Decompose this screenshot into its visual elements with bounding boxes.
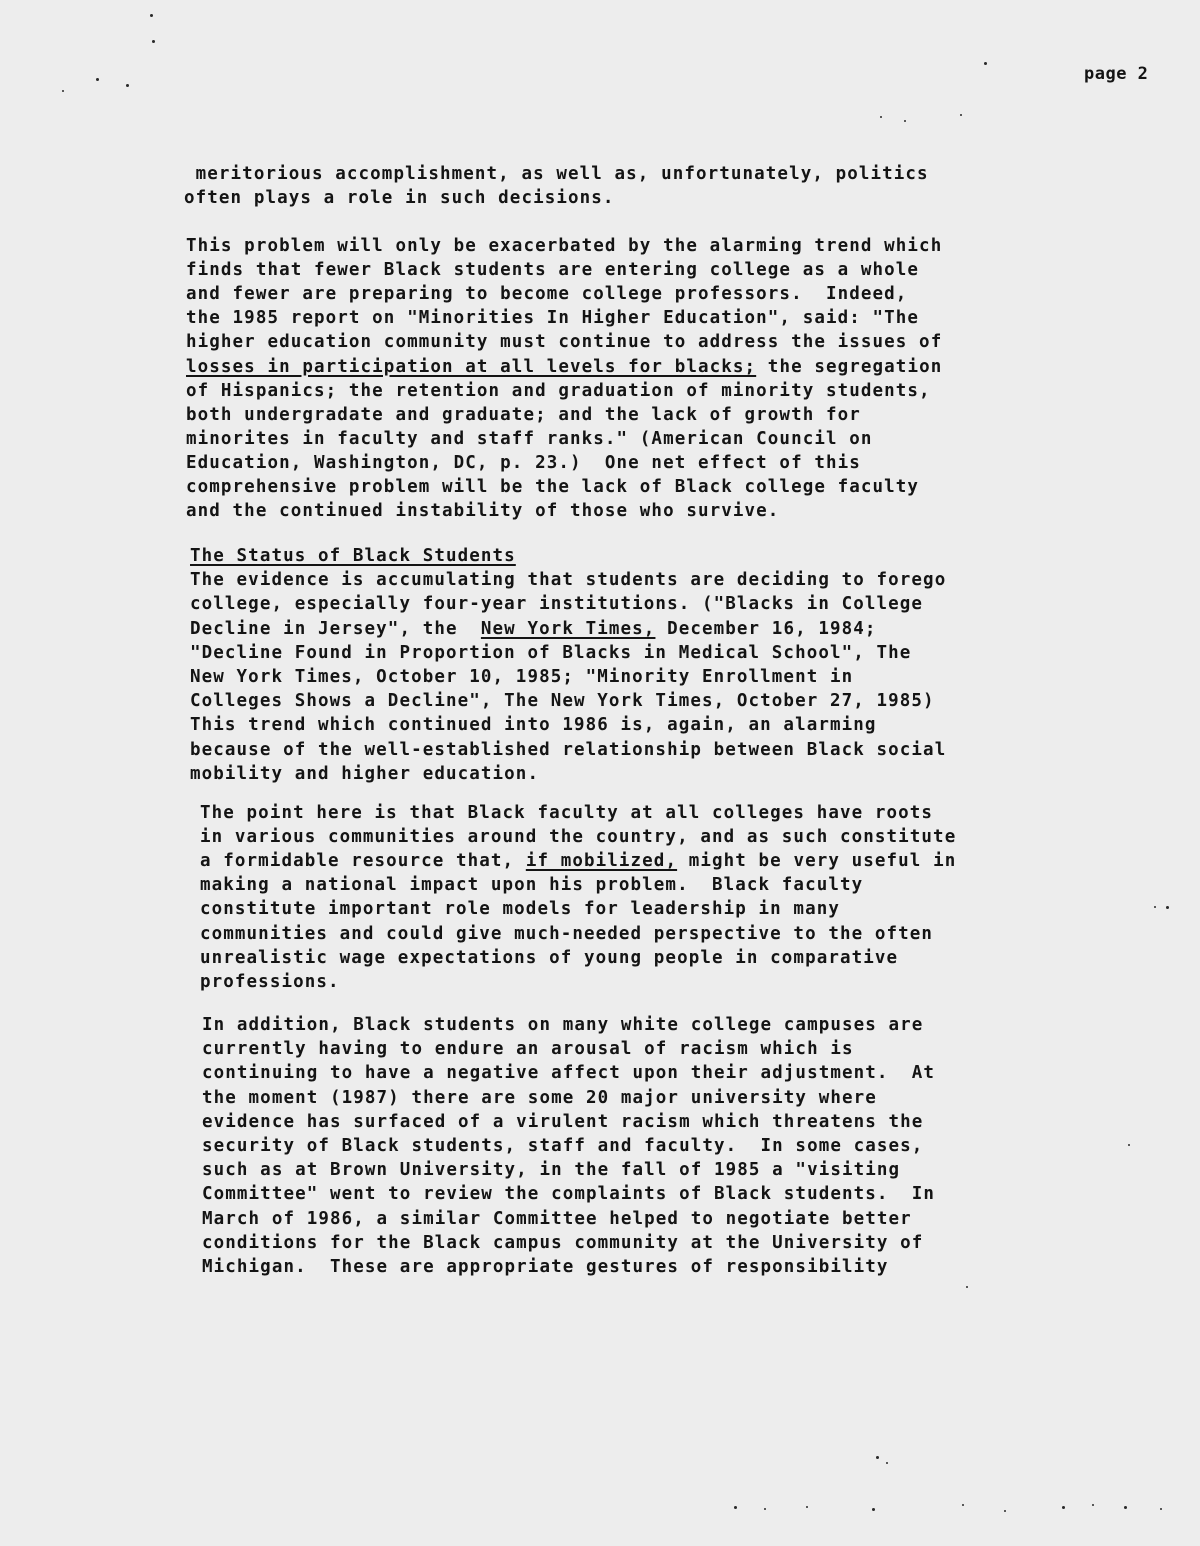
- text-line: [200, 849, 956, 873]
- line-text: mobility and higher education.: [190, 764, 540, 784]
- text-line: [184, 162, 929, 186]
- line-text: a formidable resource that,: [200, 851, 526, 871]
- text-line: [186, 355, 942, 379]
- line-text: in various communities around the country, and as such constitute: [200, 827, 957, 847]
- line-text: making a national impact upon his problem. Black faculty: [200, 875, 864, 895]
- line-text: "Decline Found in Proportion of Blacks in Medical School", The: [190, 643, 912, 663]
- text-line: [190, 665, 853, 689]
- underlined-text: losses in participation at all levels for blacks;: [186, 357, 757, 377]
- line-text: Committee" went to review the complaints of Black students. In: [202, 1184, 936, 1204]
- scan-speck: [966, 1286, 968, 1288]
- text-line: [200, 946, 898, 970]
- scan-speck: [126, 84, 129, 87]
- line-text: unrealistic wage expectations of young people in comparative: [200, 948, 899, 968]
- scan-speck: [1004, 1510, 1006, 1512]
- underlined-text: The Status of Black Students: [190, 546, 516, 566]
- text-line: [202, 1110, 923, 1134]
- text-line: [190, 568, 946, 592]
- scan-speck: [152, 40, 155, 43]
- scan-speck: [1092, 1504, 1094, 1506]
- text-line: [190, 592, 923, 616]
- scan-speck: [880, 116, 882, 118]
- page-number: page 2: [1084, 64, 1149, 84]
- text-line: [186, 258, 919, 282]
- scan-speck: [984, 62, 987, 65]
- line-text: comprehensive problem will be the lack of Black college faculty: [186, 477, 920, 497]
- scan-speck: [1166, 906, 1169, 909]
- text-line: [202, 1134, 923, 1158]
- scan-speck: [96, 78, 99, 81]
- line-text: finds that fewer Black students are entering college as a whole: [186, 260, 920, 280]
- line-text: The evidence is accumulating that students are deciding to forego: [190, 570, 947, 590]
- line-text: minorites in faculty and staff ranks." (American Council on: [186, 429, 873, 449]
- scan-speck: [1124, 1506, 1127, 1509]
- line-text: This trend which continued into 1986 is, again, an alarming: [190, 715, 877, 735]
- scan-speck: [872, 1508, 875, 1511]
- text-line: [190, 617, 877, 641]
- line-text: security of Black students, staff and faculty. In some cases,: [202, 1136, 924, 1156]
- line-text: and fewer are preparing to become college professors. Indeed,: [186, 284, 908, 304]
- text-line: [200, 801, 933, 825]
- text-line: [190, 641, 911, 665]
- text-line: [186, 475, 919, 499]
- line-text: the 1985 report on "Minorities In Higher Education", said: "The: [186, 308, 920, 328]
- text-line: [202, 1255, 889, 1279]
- line-text: New York Times, October 10, 1985; "Minority Enrollment in: [190, 667, 854, 687]
- text-line: [186, 499, 779, 523]
- text-line: [190, 762, 539, 786]
- line-text: both undergradate and graduate; and the lack of growth for: [186, 405, 861, 425]
- line-text: evidence has surfaced of a virulent racism which threatens the: [202, 1112, 924, 1132]
- scan-speck: [150, 14, 153, 17]
- line-text: meritorious accomplishment, as well as, unfortunately, politics: [184, 164, 929, 184]
- text-line: [186, 282, 907, 306]
- line-text: such as at Brown University, in the fall of 1985 a "visiting: [202, 1160, 901, 1180]
- line-text: The point here is that Black faculty at all colleges have roots: [200, 803, 934, 823]
- text-line: [202, 1182, 935, 1206]
- text-line: [202, 1013, 923, 1037]
- line-text: Education, Washington, DC, p. 23.) One net effect of this: [186, 453, 861, 473]
- line-text: currently having to endure an arousal of racism which is: [202, 1039, 854, 1059]
- text-line: [186, 234, 942, 258]
- text-line: [186, 451, 861, 475]
- line-text: the segregation: [756, 357, 943, 377]
- line-text: because of the well-established relationship between Black social: [190, 740, 947, 760]
- text-line: [200, 873, 863, 897]
- underlined-text: if mobilized,: [525, 851, 678, 871]
- line-text: higher education community must continue to address the issues of: [186, 332, 943, 352]
- text-line: [190, 689, 935, 713]
- scan-speck: [62, 90, 64, 92]
- line-text: communities and could give much-needed perspective to the often: [200, 924, 934, 944]
- text-line: [202, 1158, 900, 1182]
- scan-speck: [904, 120, 906, 122]
- scan-speck: [734, 1506, 737, 1509]
- line-text: This problem will only be exacerbated by the alarming trend which: [186, 236, 943, 256]
- scan-speck: [1128, 1144, 1130, 1146]
- text-line: [184, 186, 615, 210]
- text-line: [190, 738, 946, 762]
- text-line: [186, 403, 861, 427]
- text-line: [202, 1061, 935, 1085]
- line-text: conditions for the Black campus community at the University of: [202, 1233, 924, 1253]
- line-text: December 16, 1984;: [655, 619, 877, 639]
- text-line: [200, 897, 840, 921]
- text-line: [186, 379, 931, 403]
- scan-speck: [962, 1504, 964, 1506]
- underlined-text: New York Times,: [480, 619, 656, 639]
- line-text: In addition, Black students on many white college campuses are: [202, 1015, 924, 1035]
- text-line: [186, 306, 919, 330]
- text-line: [202, 1207, 912, 1231]
- text-line: [202, 1231, 923, 1255]
- scan-speck: [1160, 1508, 1162, 1510]
- line-text: Decline in Jersey", the: [190, 619, 481, 639]
- text-line: [200, 922, 933, 946]
- text-line: [202, 1086, 877, 1110]
- scan-speck: [886, 1462, 888, 1464]
- line-text: college, especially four-year institutions. ("Blacks in College: [190, 594, 924, 614]
- line-text: professions.: [200, 972, 340, 992]
- line-text: continuing to have a negative affect upon their adjustment. At: [202, 1063, 936, 1083]
- scan-speck: [1154, 906, 1156, 908]
- text-line: [190, 544, 516, 568]
- line-text: constitute important role models for leadership in many: [200, 899, 840, 919]
- scan-speck: [1062, 1506, 1065, 1509]
- line-text: Michigan. These are appropriate gestures of responsibility: [202, 1257, 889, 1277]
- scan-speck: [876, 1456, 879, 1459]
- scan-speck: [764, 1508, 766, 1510]
- text-line: [186, 330, 942, 354]
- line-text: the moment (1987) there are some 20 major university where: [202, 1088, 877, 1108]
- line-text: often plays a role in such decisions.: [184, 188, 615, 208]
- text-line: [200, 825, 956, 849]
- scan-speck: [960, 114, 962, 116]
- text-line: [190, 713, 877, 737]
- text-line: [202, 1037, 854, 1061]
- line-text: March of 1986, a similar Committee helped to negotiate better: [202, 1209, 912, 1229]
- line-text: might be very useful in: [677, 851, 957, 871]
- line-text: of Hispanics; the retention and graduation of minority students,: [186, 381, 931, 401]
- scan-speck: [806, 1506, 808, 1508]
- text-line: [186, 427, 873, 451]
- line-text: Colleges Shows a Decline", The New York Times, October 27, 1985): [190, 691, 935, 711]
- text-line: [200, 970, 340, 994]
- line-text: and the continued instability of those who survive.: [186, 501, 780, 521]
